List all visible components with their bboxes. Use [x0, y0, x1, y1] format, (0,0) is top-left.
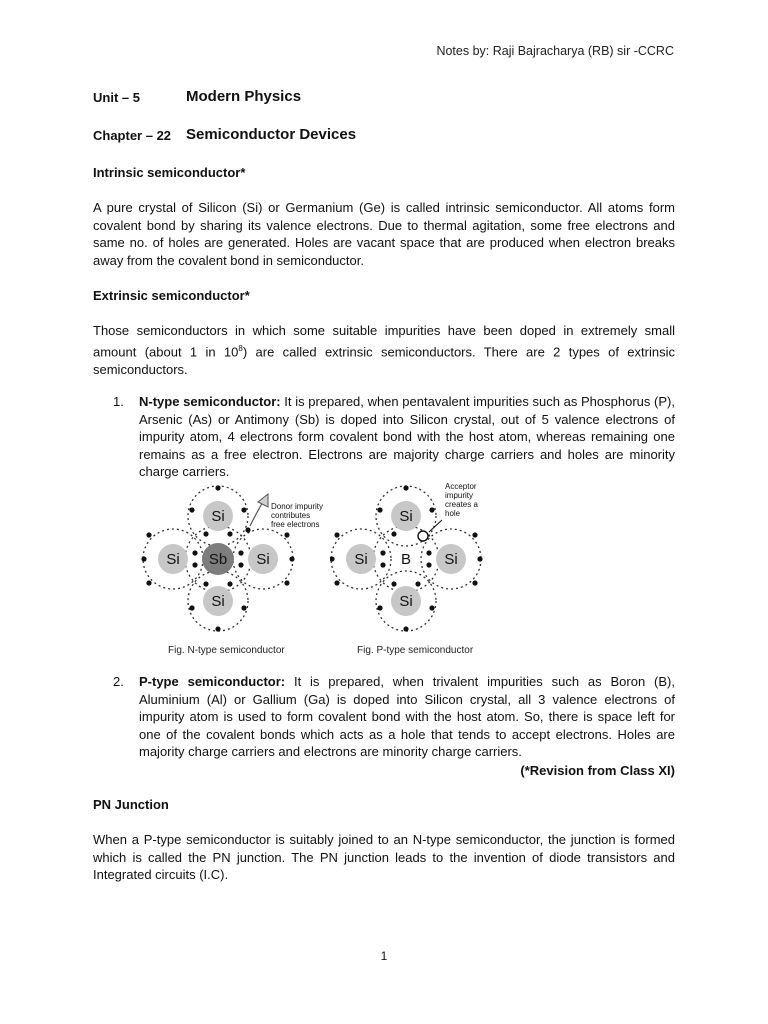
list-number: 2.	[113, 674, 124, 689]
annotation-line: contributes	[271, 511, 311, 520]
annotation-line: free electrons	[271, 520, 320, 529]
chapter-label: Chapter – 22	[93, 128, 172, 143]
atom-label: Si	[256, 551, 270, 568]
hole-marker	[418, 531, 428, 541]
intrinsic-heading: Intrinsic semiconductor*	[93, 165, 246, 180]
extrinsic-text-a: Those semiconductors in which some suitable impurities have been doped in extremely small amount (about 1 in 10	[93, 323, 675, 359]
figure-caption-n-type: Fig. N-type semiconductor	[168, 645, 285, 656]
header-notes-by: Notes by: Raji Bajracharya (RB) sir -CCRC	[436, 44, 674, 58]
revision-note: (*Revision from Class XI)	[520, 763, 675, 778]
free-electron	[245, 527, 250, 532]
list-text: It is prepared, when pentavalent impurities such as Phosphorus (P), Arsenic (As) or Antimony (Sb) is doped into Silicon crystal, out of 5 valence electrons of impurity atom, 4 electrons form covalent bond with the host atom, whereas remaining one remains as a free electron. Electrons are majority charge carriers and holes are minority charge carriers.	[139, 394, 675, 480]
atom-label: Si	[211, 508, 225, 525]
list-item-n-type	[113, 393, 675, 481]
list-body	[139, 393, 675, 481]
chapter-line	[93, 126, 357, 143]
list-item-p-type	[113, 673, 675, 761]
annotation-line: Acceptor	[445, 482, 477, 491]
list-text: It is prepared, when trivalent impurities such as Boron (B), Aluminium (Al) or Gallium (Ga) is doped into Silicon crystal, all 3 valence electrons of impurity atom is used to form covalent bond with the host atom. So, there is space left for one of the covalent bonds which acts as a hole that tends to accept electrons. Holes are majority charge carriers and electrons are minority charge carriers.	[139, 674, 675, 760]
extrinsic-text-b: ) are called extrinsic semiconductors. There are 2 types of extrinsic semiconductors.	[93, 343, 675, 377]
annotation-line: Donor impurity	[271, 502, 324, 511]
extrinsic-heading: Extrinsic semiconductor*	[93, 288, 250, 303]
pn-junction-heading: PN Junction	[93, 797, 169, 812]
atom-label: Si	[444, 551, 458, 568]
list-body	[139, 673, 675, 761]
arrow-icon	[258, 494, 268, 507]
unit-label: Unit – 5	[93, 90, 140, 105]
list-term: P-type semiconductor:	[139, 674, 286, 689]
p-type-diagram	[330, 480, 530, 640]
figure-caption-p-type: Fig. P-type semiconductor	[357, 645, 474, 656]
atom-label: Sb	[208, 551, 228, 568]
list-term: N-type semiconductor:	[139, 394, 281, 409]
extrinsic-paragraph	[93, 322, 675, 378]
unit-line	[93, 88, 302, 105]
atom-label: Si	[399, 508, 413, 525]
chapter-title: Semiconductor Devices	[186, 126, 357, 143]
atom-label: B	[400, 551, 412, 568]
list-number: 1.	[113, 394, 124, 409]
pn-junction-paragraph: When a P-type semiconductor is suitably joined to an N-type semiconductor, the junction is formed which is called the PN junction. The PN junction leads to the invention of diode transistors and Integrated circuits (I.C).	[93, 832, 675, 883]
atom-label: Si	[211, 593, 225, 610]
unit-title: Modern Physics	[186, 88, 302, 105]
annotation-line: creates a	[445, 500, 478, 509]
annotation-line: impurity	[445, 491, 474, 500]
atom-label: Si	[399, 593, 413, 610]
intrinsic-paragraph: A pure crystal of Silicon (Si) or Germanium (Ge) is called intrinsic semiconductor. All atoms form covalent bond by sharing its valence electrons. Due to thermal agitation, some free electrons and same no. of holes are generated. Holes are vacant space that are produced when electron breaks away from the covalent bond in semiconductor.	[93, 200, 675, 268]
atom-label: Si	[354, 551, 368, 568]
atom-label: Si	[166, 551, 180, 568]
page-number: 1	[380, 949, 388, 963]
annotation-line: hole	[445, 509, 461, 518]
extrinsic-superscript: 8	[238, 343, 243, 353]
